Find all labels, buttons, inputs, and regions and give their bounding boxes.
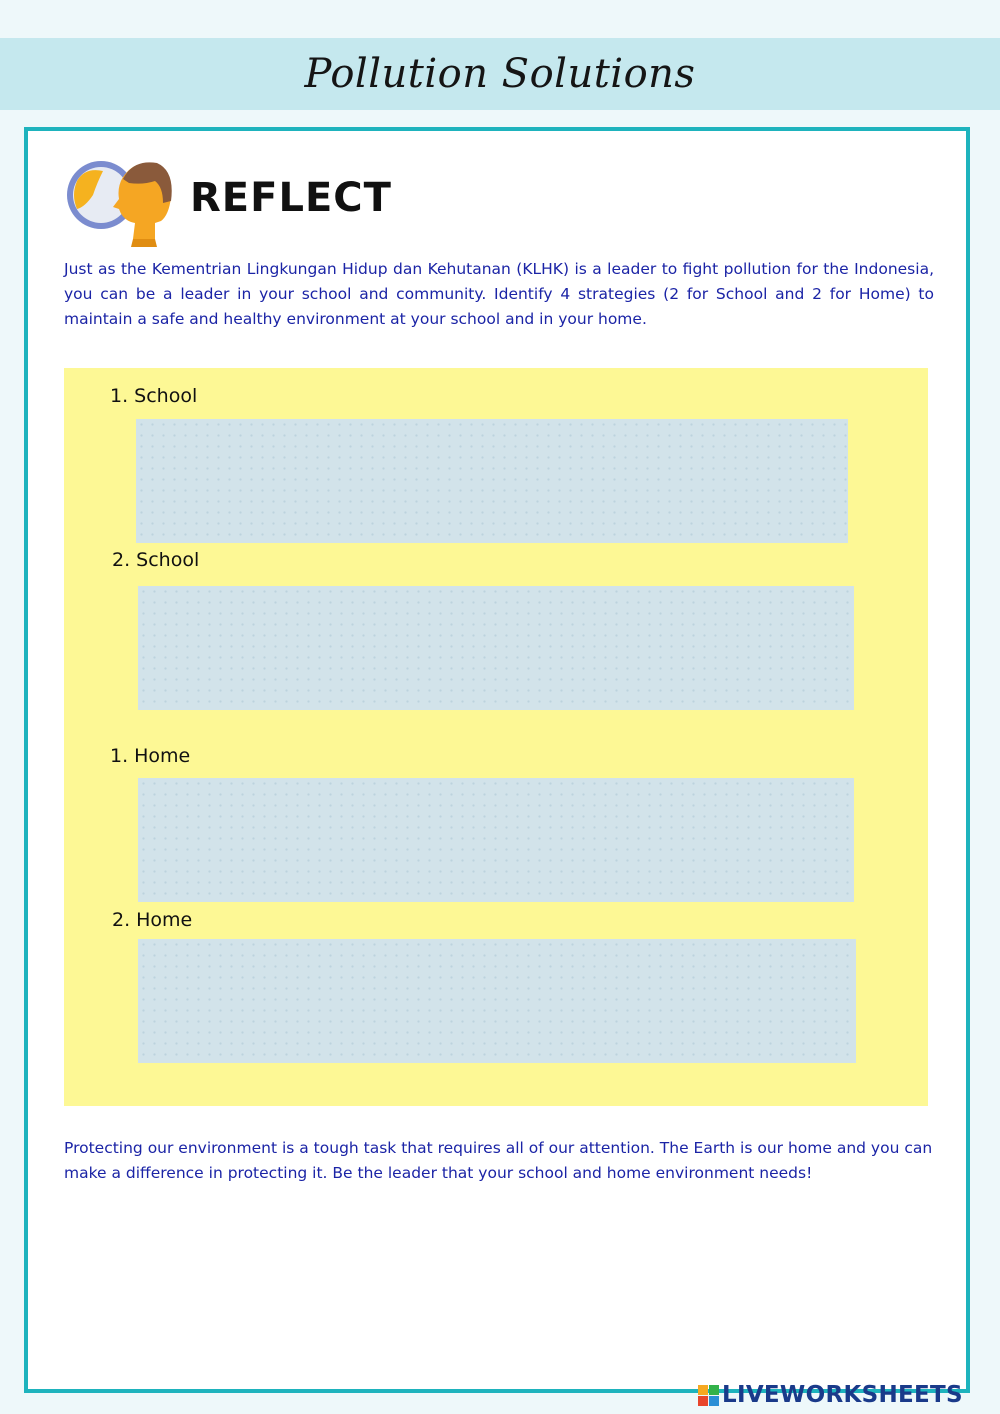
item-number: 1.	[110, 385, 129, 407]
item-text: School	[134, 385, 198, 407]
item-label	[110, 745, 190, 767]
item-text: Home	[136, 909, 193, 931]
page-title: Pollution Solutions	[304, 51, 696, 97]
item-label	[112, 549, 199, 571]
item-number: 1.	[110, 745, 129, 767]
intro-paragraph: Just as the Kementrian Lingkungan Hidup dan Kehutanan (KLHK) is a leader to fight pollution for the Indonesia, you can be a leader in your school and community. Identify 4 strategies (2 for School and 2 for Home) to maintain a safe and healthy environment at your school and in your home.	[64, 260, 934, 328]
item-number: 2.	[112, 549, 131, 571]
brand-name: LIVEWORKSHEETS	[722, 1382, 963, 1408]
answer-box-home-1[interactable]	[138, 778, 854, 902]
item-label	[112, 909, 192, 931]
answer-box-school-1[interactable]	[136, 419, 848, 543]
brand-mark-icon	[698, 1385, 719, 1406]
item-number: 2.	[112, 909, 131, 931]
item-text: School	[136, 549, 200, 571]
closing-paragraph: Protecting our environment is a tough task that requires all of our attention. The Earth is our home and you can make a difference in protecting it. Be the leader that your school and home environment needs!	[64, 1139, 933, 1182]
section-heading: REFLECT	[190, 175, 392, 221]
item-label	[110, 385, 197, 407]
answer-box-home-2[interactable]	[138, 939, 856, 1063]
item-text: Home	[134, 745, 191, 767]
title-band	[0, 38, 1000, 110]
answer-box-school-2[interactable]	[138, 586, 854, 710]
liveworksheets-logo[interactable]	[698, 1380, 963, 1410]
two-faces-reflect-icon	[63, 157, 175, 247]
worksheet-card	[24, 127, 970, 1393]
